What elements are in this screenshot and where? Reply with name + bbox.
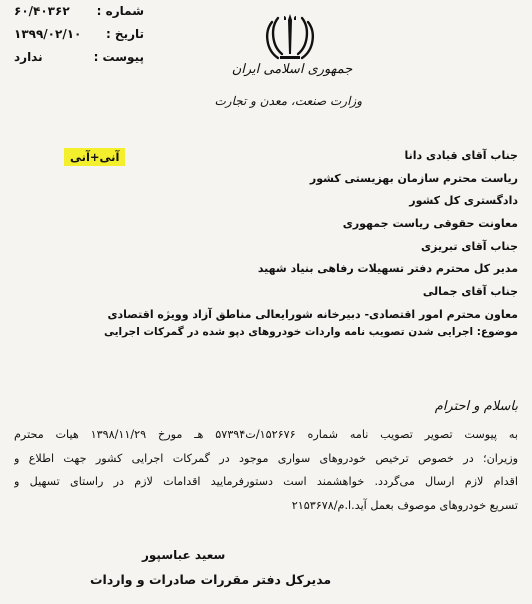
meta-number-value: ۶۰/۴۰۳۶۲ (14, 4, 70, 18)
recipient: ریاست محترم سازمان بهزیستی کشور (309, 171, 518, 185)
meta-attachment-value: ندارد (14, 50, 43, 64)
greeting: باسلام و احترام (434, 399, 518, 414)
republic-title: جمهوری اسلامی ایران (231, 62, 353, 77)
recipient: جناب آقای قبادی دانا (404, 149, 518, 162)
signatory-title: مدیرکل دفتر مقررات صادرات و واردات (90, 572, 332, 587)
body-line: وزیران؛ در خصوص ترخیص خودروهای سواری موجود در گمرکات اجرایی کشور جهت اطلاع و (14, 451, 518, 465)
recipient: جناب آقای جمالی (422, 285, 518, 299)
meta-number-row (14, 0, 144, 23)
body-line: تسریع خودروهای موصوف بعمل آید.ا.م/۲۱۵۳۶۷۸ (291, 498, 518, 512)
letter-body (14, 423, 518, 517)
meta-number-label: شماره : (96, 4, 144, 18)
meta-date-value: ۱۳۹۹/۰۲/۱۰ (14, 27, 82, 41)
ministry-title: وزارت صنعت، معدن و تجارت (214, 94, 362, 108)
letter-subject: موضوع: اجرایی شدن تصویب نامه واردات خودروهای دپو شده در گمرکات اجرایی (103, 326, 518, 338)
recipient: جناب آقای تبریزی (421, 239, 518, 253)
letter-meta (14, 0, 144, 69)
urgency-badge: آنی+آنی (64, 148, 125, 166)
recipient: معاونت حقوقی ریاست جمهوری (342, 217, 518, 231)
recipient: دادگستری کل کشور (409, 194, 518, 208)
meta-date-row (14, 23, 144, 46)
body-line: به پیوست تصویر تصویب نامه شماره ۱۵۲۶۷۶/ت۵۷۳۹۴ هـ مورخ ۱۳۹۸/۱۱/۲۹ هیات محترم (14, 428, 518, 441)
recipient: معاون محترم امور اقتصادی- دبیرخانه شورایعالی مناطق آزاد وویژه اقتصادی (107, 307, 518, 321)
meta-attachment-label: پیوست : (93, 50, 144, 64)
body-line: اقدام لازم ارسال می‌گردد. خواهشمند است دستورفرمایید اقدامات لازم در راستای تسهیل و (14, 475, 518, 488)
meta-attachment-row (14, 46, 144, 69)
meta-date-label: تاریخ : (105, 27, 144, 41)
recipient-list (18, 145, 518, 327)
recipient: مدیر کل محترم دفتر تسهیلات رفاهی بنیاد شهید (257, 262, 518, 276)
signatory-name: سعید عباسپور (142, 548, 226, 562)
iran-emblem-icon (258, 10, 322, 66)
